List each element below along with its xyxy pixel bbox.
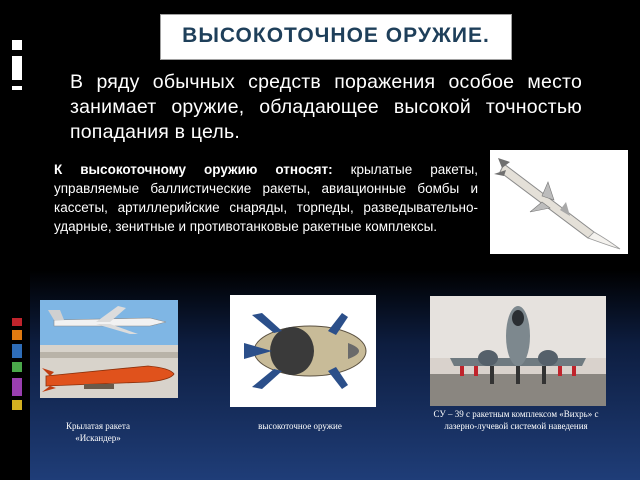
description-lead: К высокоточному оружию относят: (54, 162, 333, 177)
attack-jet-icon (430, 296, 606, 406)
side-decoration (0, 0, 30, 480)
description-paragraph (54, 160, 478, 236)
side-mark (12, 318, 22, 326)
missile-icon (490, 150, 628, 254)
side-mark (12, 86, 22, 90)
intro-paragraph (62, 70, 582, 145)
side-mark (12, 56, 22, 80)
slide-title-box (160, 14, 512, 60)
side-mark (12, 344, 22, 358)
side-mark (12, 40, 22, 50)
description-body: крылатые ракеты, управляемые баллистические ракеты, авиационные бомбы и кассеты, артиллерийские снаряды, торпеды, разведывательно-ударные, зенитные и противотанковые ракетные комплексы. (54, 162, 478, 234)
caption-left: Крылатая ракета «Искандер» (66, 421, 130, 443)
cruise-missile-photo (40, 300, 178, 398)
side-mark (12, 378, 22, 396)
guided-projectile-icon (230, 295, 376, 407)
side-mark (12, 362, 22, 372)
slide-title: ВЫСОКОТОЧНОЕ ОРУЖИЕ. (182, 24, 490, 47)
intro-text: В ряду обычных средств поражения особое место занимает оружие, обладающее высокой точностью попадания в цель. (70, 71, 582, 143)
side-mark (12, 400, 22, 410)
caption-center: высокоточное оружие (258, 421, 342, 431)
caption-right: СУ – 39 с ракетным комплексом «Вихрь» с лазерно-лучевой системой наведения (433, 409, 599, 431)
side-mark (12, 330, 22, 340)
